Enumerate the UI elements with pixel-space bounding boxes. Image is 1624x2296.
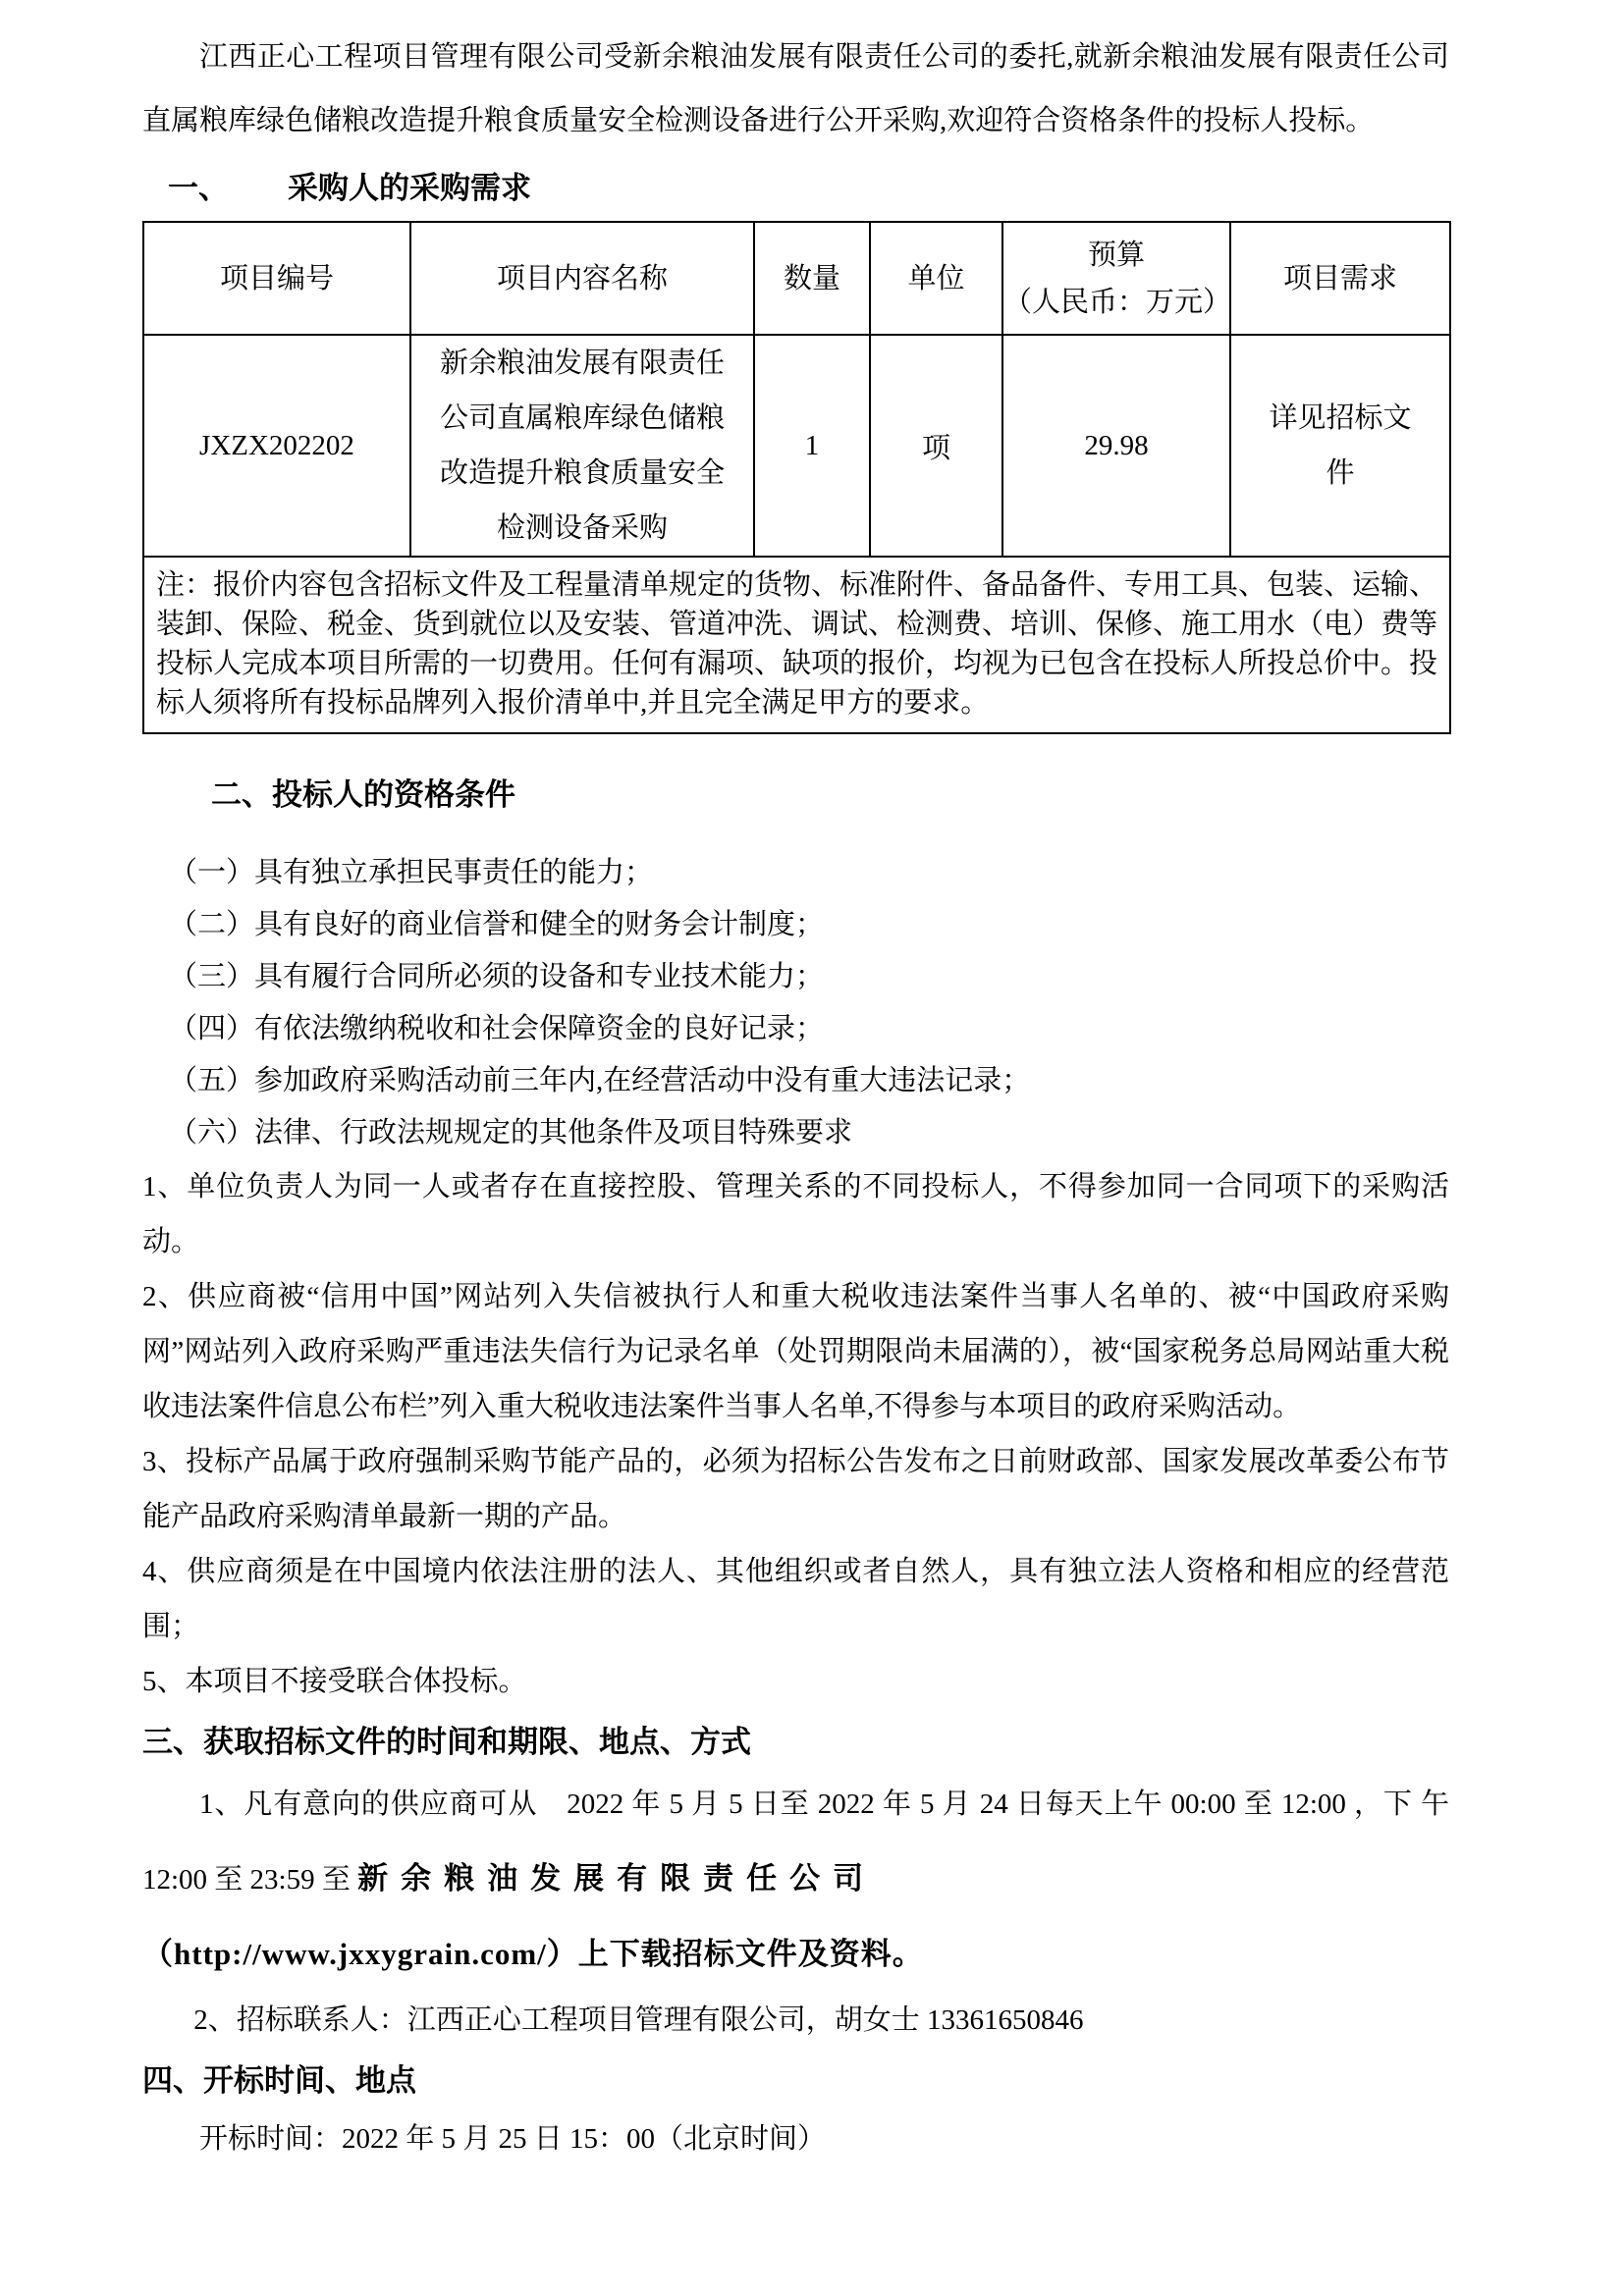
section1-heading (168, 163, 1449, 207)
section1-number: 一、 (168, 171, 229, 205)
website-url-text: （http://www.jxxygrain.com/）上下载招标文件及资料。 (142, 1937, 924, 1971)
cell-requirement: 详见招标文件 (1230, 335, 1450, 557)
col-header-unit: 单位 (870, 222, 1002, 335)
table-note-row (143, 557, 1450, 733)
qualification-item-2: （二）具有良好的商业信誉和健全的财务会计制度； (169, 909, 825, 940)
col-header-budget (1002, 222, 1230, 335)
requirement-para-5: 5、本项目不接受联合体投标。 (142, 1666, 527, 1697)
cell-content-name: 新余粮油发展有限责任公司直属粮库绿色储粮改造提升粮食质量安全检测设备采购 (410, 335, 754, 557)
cell-project-no: JXZX202202 (143, 335, 410, 557)
qualification-item-3: （三）具有履行合同所必须的设备和专业技术能力； (169, 961, 825, 992)
requirement-para-2: 2、供应商被“信用中国”网站列入失信被执行人和重大税收违法案件当事人名单的、被“中国政府采购网”网站列入政府采购严重违法失信行为记录名单（处罚期限尚未届满的），被“国家税务总局网站重大税收违法案件信息公布栏”列入重大税收违法案件当事人名单,不得参与本项目的政府采购活动。 (142, 1281, 1449, 1422)
col-header-quantity: 数量 (754, 222, 870, 335)
section3-heading: 三、获取招标文件的时间和期限、地点、方式 (142, 1725, 751, 1759)
budget-header-line2: （人民币：万元） (1003, 286, 1232, 318)
intro-paragraph: 江西正心工程项目管理有限公司受新余粮油发展有限责任公司的委托,就新余粮油发展有限责任公司直属粮库绿色储粮改造提升粮食质量安全检测设备进行公开采购,欢迎符合资格条件的投标人投标。 (142, 41, 1449, 136)
contact-paragraph: 2、招标联系人：江西正心工程项目管理有限公司，胡女士 13361650846 (193, 2004, 1084, 2036)
requirement-para-3: 3、投标产品属于政府强制采购节能产品的，必须为招标公告发布之日前财政部、国家发展改革委公布节能产品政府采购清单最新一期的产品。 (142, 1446, 1449, 1532)
company-name-bold: 新余粮油发展有限责任公司 (357, 1861, 877, 1896)
qualification-item-1: （一）具有独立承担民事责任的能力； (169, 857, 654, 888)
qualification-item-6: （六）法律、行政法规规定的其他条件及项目特殊要求 (169, 1117, 853, 1148)
procurement-table (142, 221, 1451, 734)
cell-unit: 项 (870, 335, 1002, 557)
section1-title: 采购人的采购需求 (288, 171, 531, 205)
section2-heading: 二、投标人的资格条件 (211, 777, 515, 812)
table-data-row (143, 335, 1450, 557)
section4-heading: 四、开标时间、地点 (142, 2063, 416, 2098)
table-note: 注：报价内容包含招标文件及工程量清单规定的货物、标准附件、备品备件、专用工具、包装、运输、装卸、保险、税金、货到就位以及安装、管道冲洗、调试、检测费、培训、保修、施工用水（电）费等投标人完成本项目所需的一切费用。任何有漏项、缺项的报价，均视为已包含在投标人所投总价中。投标人须将所有投标品牌列入报价清单中,并且完全满足甲方的要求。 (143, 557, 1450, 733)
col-header-requirement: 项目需求 (1230, 222, 1450, 335)
col-header-content-name: 项目内容名称 (410, 222, 754, 335)
requirement-para-1: 1、单位负责人为同一人或者存在直接控股、管理关系的不同投标人，不得参加同一合同项下的采购活动。 (142, 1171, 1449, 1257)
requirement-para-4: 4、供应商须是在中国境内依法注册的法人、其他组织或者自然人，具有独立法人资格和相应的经营范围； (142, 1556, 1449, 1642)
cell-budget: 29.98 (1002, 335, 1230, 557)
table-header-row (143, 222, 1450, 335)
download-info-paragraph (142, 1767, 1449, 1992)
qualification-item-5: （五）参加政府采购活动前三年内,在经营活动中没有重大违法记录； (169, 1065, 1031, 1096)
download-period-text: 1、凡有意向的供应商可从 2022 年 5 月 5 日至 2022 年 5 月 24 日每天上午 00:00 至 12:00 ，下 午 12:00 至 23:59 至 (142, 1789, 1449, 1896)
budget-header-line1: 预算 (1087, 239, 1145, 271)
qualification-item-4: （四）有依法缴纳税收和社会保障资金的良好记录； (169, 1013, 825, 1044)
cell-quantity: 1 (754, 335, 870, 557)
bid-opening-time: 开标时间：2022 年 5 月 25 日 15：00（北京时间） (199, 2123, 827, 2155)
col-header-project-no: 项目编号 (143, 222, 410, 335)
